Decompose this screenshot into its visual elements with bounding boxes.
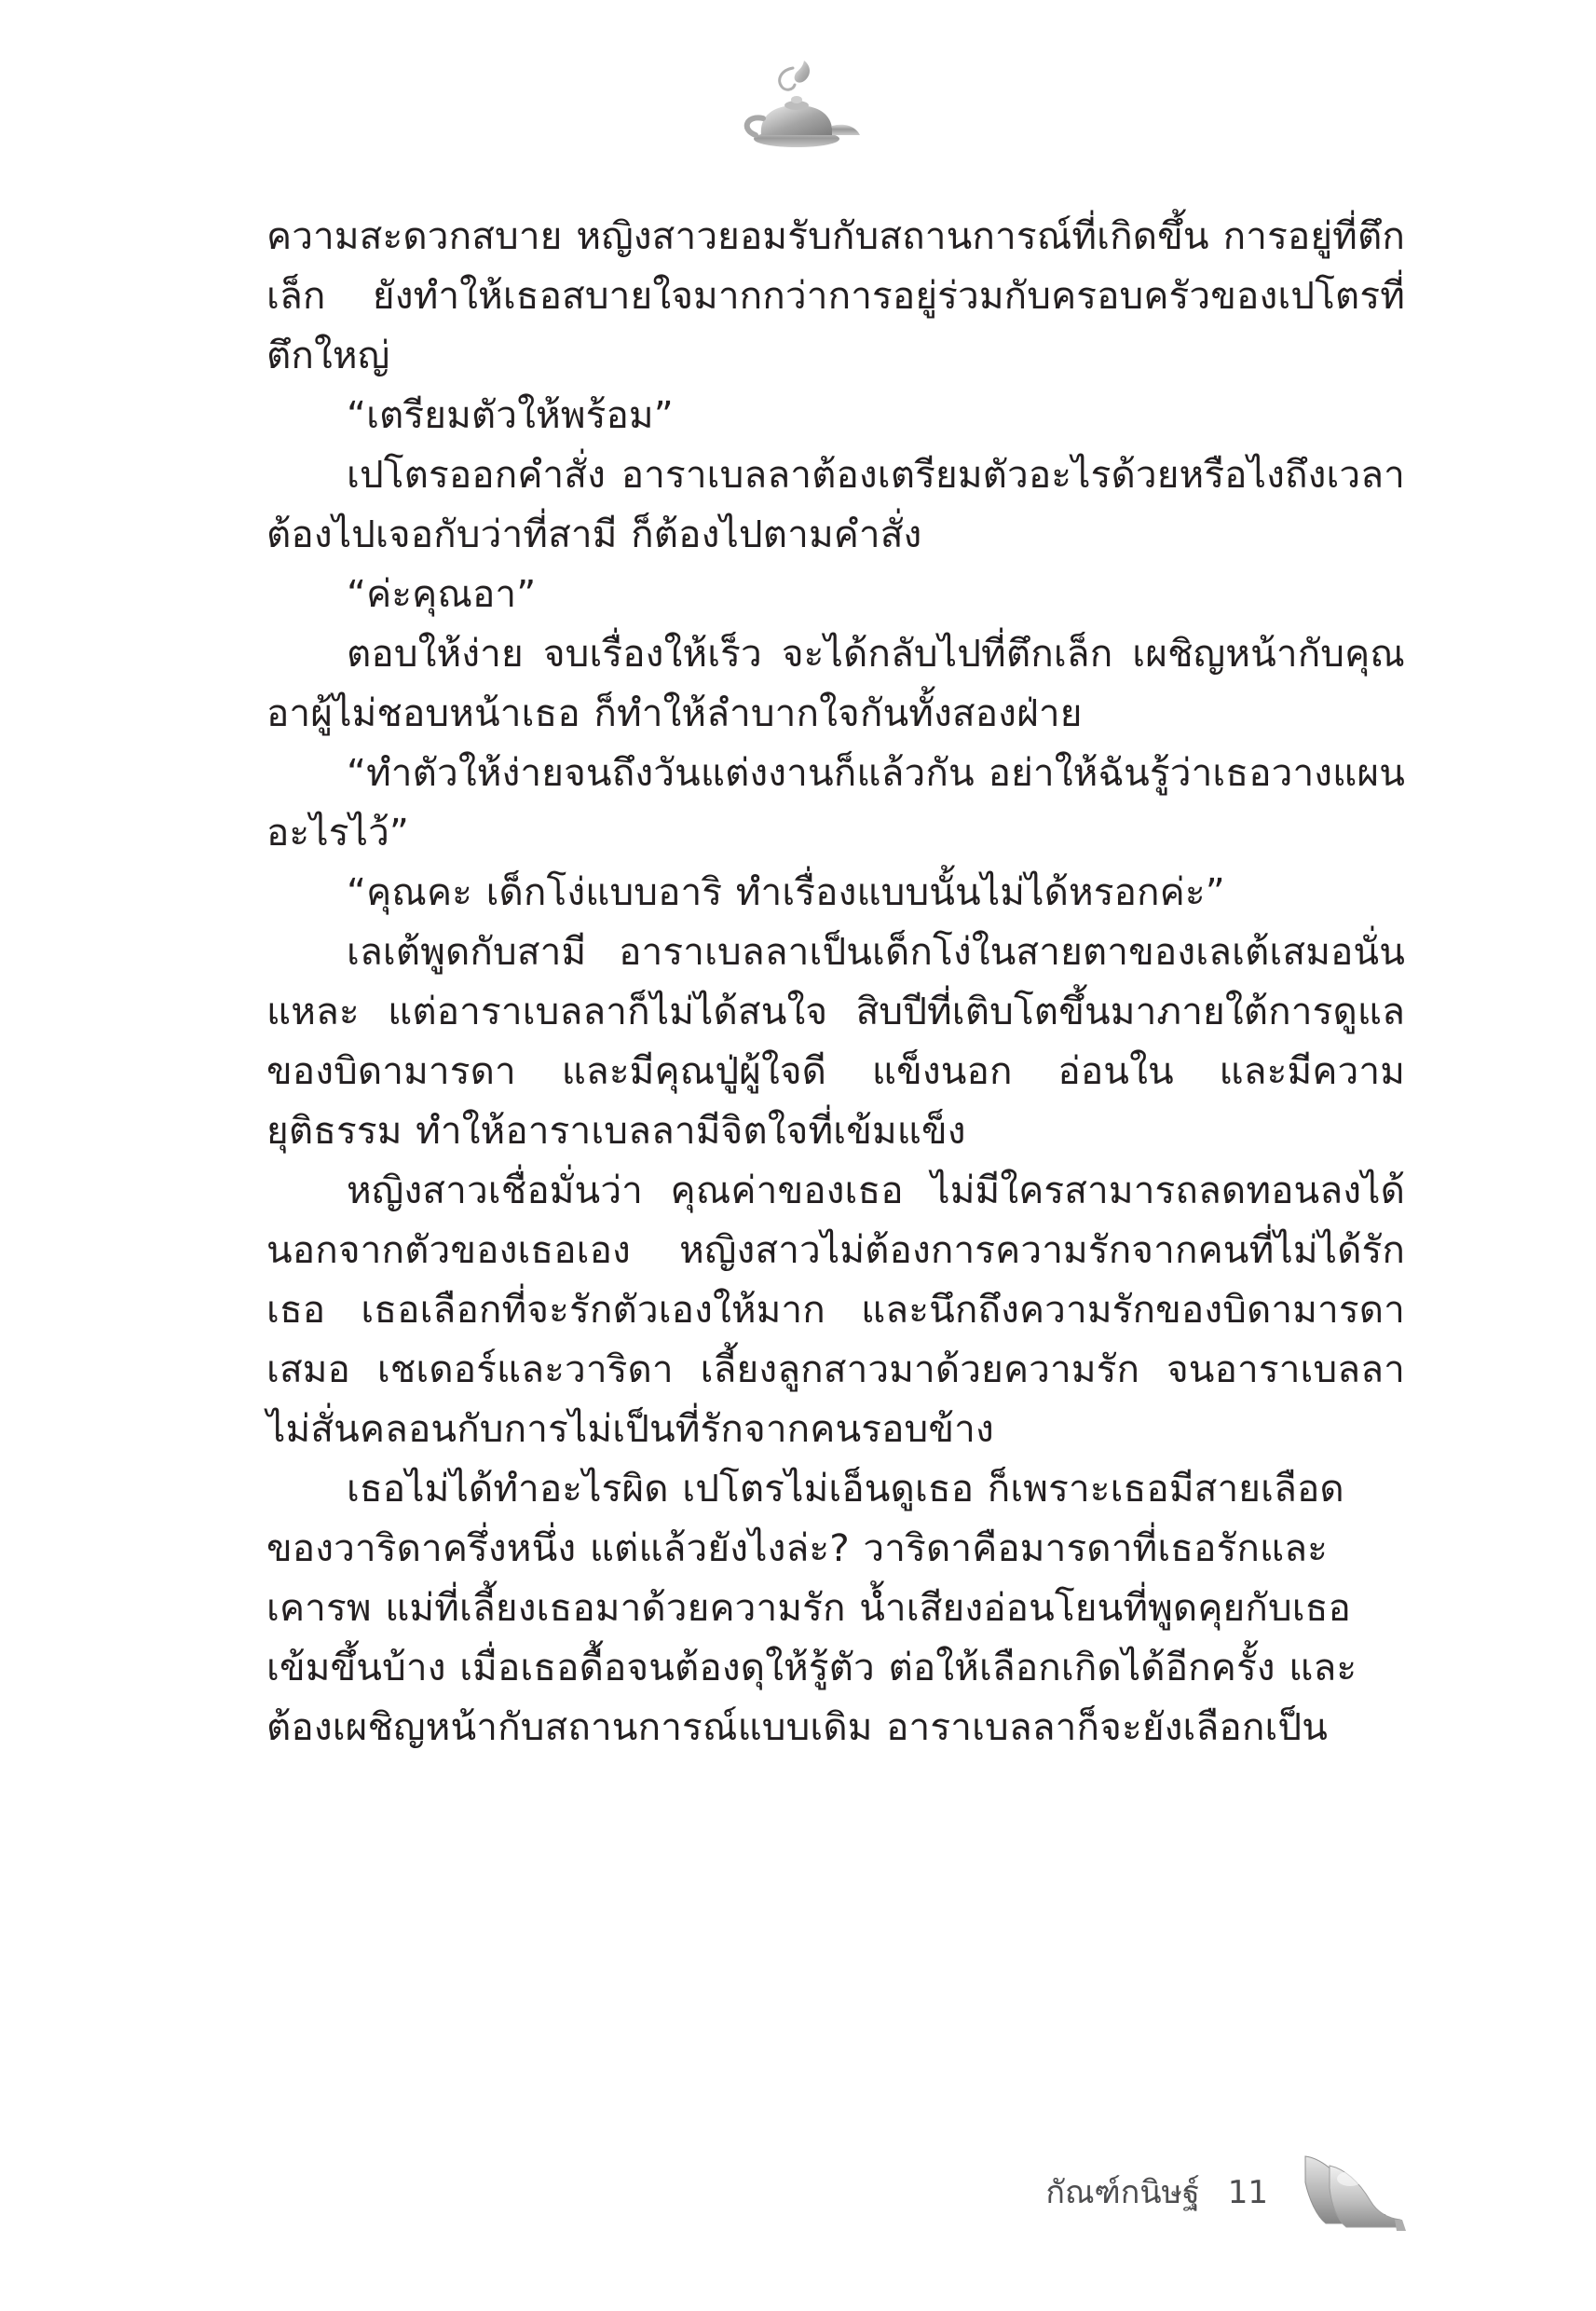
footer-author: กัณฑ์กนิษฐ์ — [1045, 2174, 1200, 2211]
paragraph: “คุณคะ เด็กโง่แบบอาริ ทำเรื่องแบบนั้นไม่ได้หรอกค่ะ” — [347, 868, 1225, 914]
page-content — [266, 207, 1405, 1757]
paragraph: หญิงสาวเชื่อมั่นว่า คุณค่าของเธอ ไม่มีใครสามารถลดทอนลงได้นอกจากตัวของเธอเอง หญิงสาวไม่ต้องการความรักจากคนที่ไม่ได้รักเธอ เธอเลือกที่จะรักตัวเองให้มาก และนึกถึงความรักของบิดามารดาเสมอ เชเดอร์และวาริดา เลี้ยงลูกสาวมาด้วยความรัก จนอาราเบลลาไม่สั่นคลอนกับการไม่เป็นที่รักจากคนรอบข้าง — [266, 1167, 1405, 1451]
paragraph: เธอไม่ได้ทำอะไรผิด เปโตรไม่เอ็นดูเธอ ก็เพราะเธอมีสายเลือดของวาริดาครึ่งหนึ่ง แต่แล้วยังไงล่ะ? วาริดาคือมารดาที่เธอรักและเคารพ แม่ที่เลี้ยงเธอมาด้วยความรัก น้ำเสียงอ่อนโยนที่พูดคุยกับเธอเข้มขึ้นบ้าง เมื่อเธอดื้อจนต้องดุให้รู้ตัว ต่อให้เลือกเกิดได้อีกครั้ง และต้องเผชิญหน้ากับสถานการณ์แบบเดิม อาราเบลลาก็จะยังเลือกเป็น — [266, 1465, 1357, 1749]
paragraph: เปโตรออกคำสั่ง อาราเบลลาต้องเตรียมตัวอะไรด้วยหรือไงถึงเวลาต้องไปเจอกับว่าที่สามี ก็ต้องไปตามคำสั่ง — [266, 451, 1405, 556]
paragraph: ตอบให้ง่าย จบเรื่องให้เร็ว จะได้กลับไปที่ตึกเล็ก เผชิญหน้ากับคุณอาผู้ไม่ชอบหน้าเธอ ก็ทำให้ลำบากใจกันทั้งสองฝ่าย — [266, 630, 1405, 735]
paragraph: “เตรียมตัวให้พร้อม” — [347, 391, 674, 437]
paragraph: ความสะดวกสบาย หญิงสาวยอมรับกับสถานการณ์ที่เกิดขึ้น การอยู่ที่ตึกเล็ก ยังทำให้เธอสบายใจมากกว่าการอยู่ร่วมกับครอบครัวของเปโตรที่ตึกใหญ่ — [266, 213, 1405, 377]
page-number: 11 — [1227, 2174, 1268, 2211]
high-heel-shoes-icon — [1292, 2134, 1413, 2236]
oil-lamp-ornament-icon — [0, 48, 1596, 170]
page-footer — [0, 2121, 1596, 2233]
paragraph: เลเต้พูดกับสามี อาราเบลลาเป็นเด็กโง่ในสายตาของเลเต้เสมอนั่นแหละ แต่อาราเบลลาก็ไม่ได้สนใจ สิบปีที่เติบโตขึ้นมาภายใต้การดูแลของบิดามารดา และมีคุณปู่ผู้ใจดี แข็งนอก อ่อนใน และมีความยุติธรรม ทำให้อาราเบลลามีจิตใจที่เข้มแข็ง — [266, 928, 1405, 1153]
paragraph: “ค่ะคุณอา” — [347, 570, 537, 616]
paragraph: “ทำตัวให้ง่ายจนถึงวันแต่งงานก็แล้วกัน อย่าให้ฉันรู้ว่าเธอวางแผนอะไรไว้” — [266, 749, 1405, 855]
